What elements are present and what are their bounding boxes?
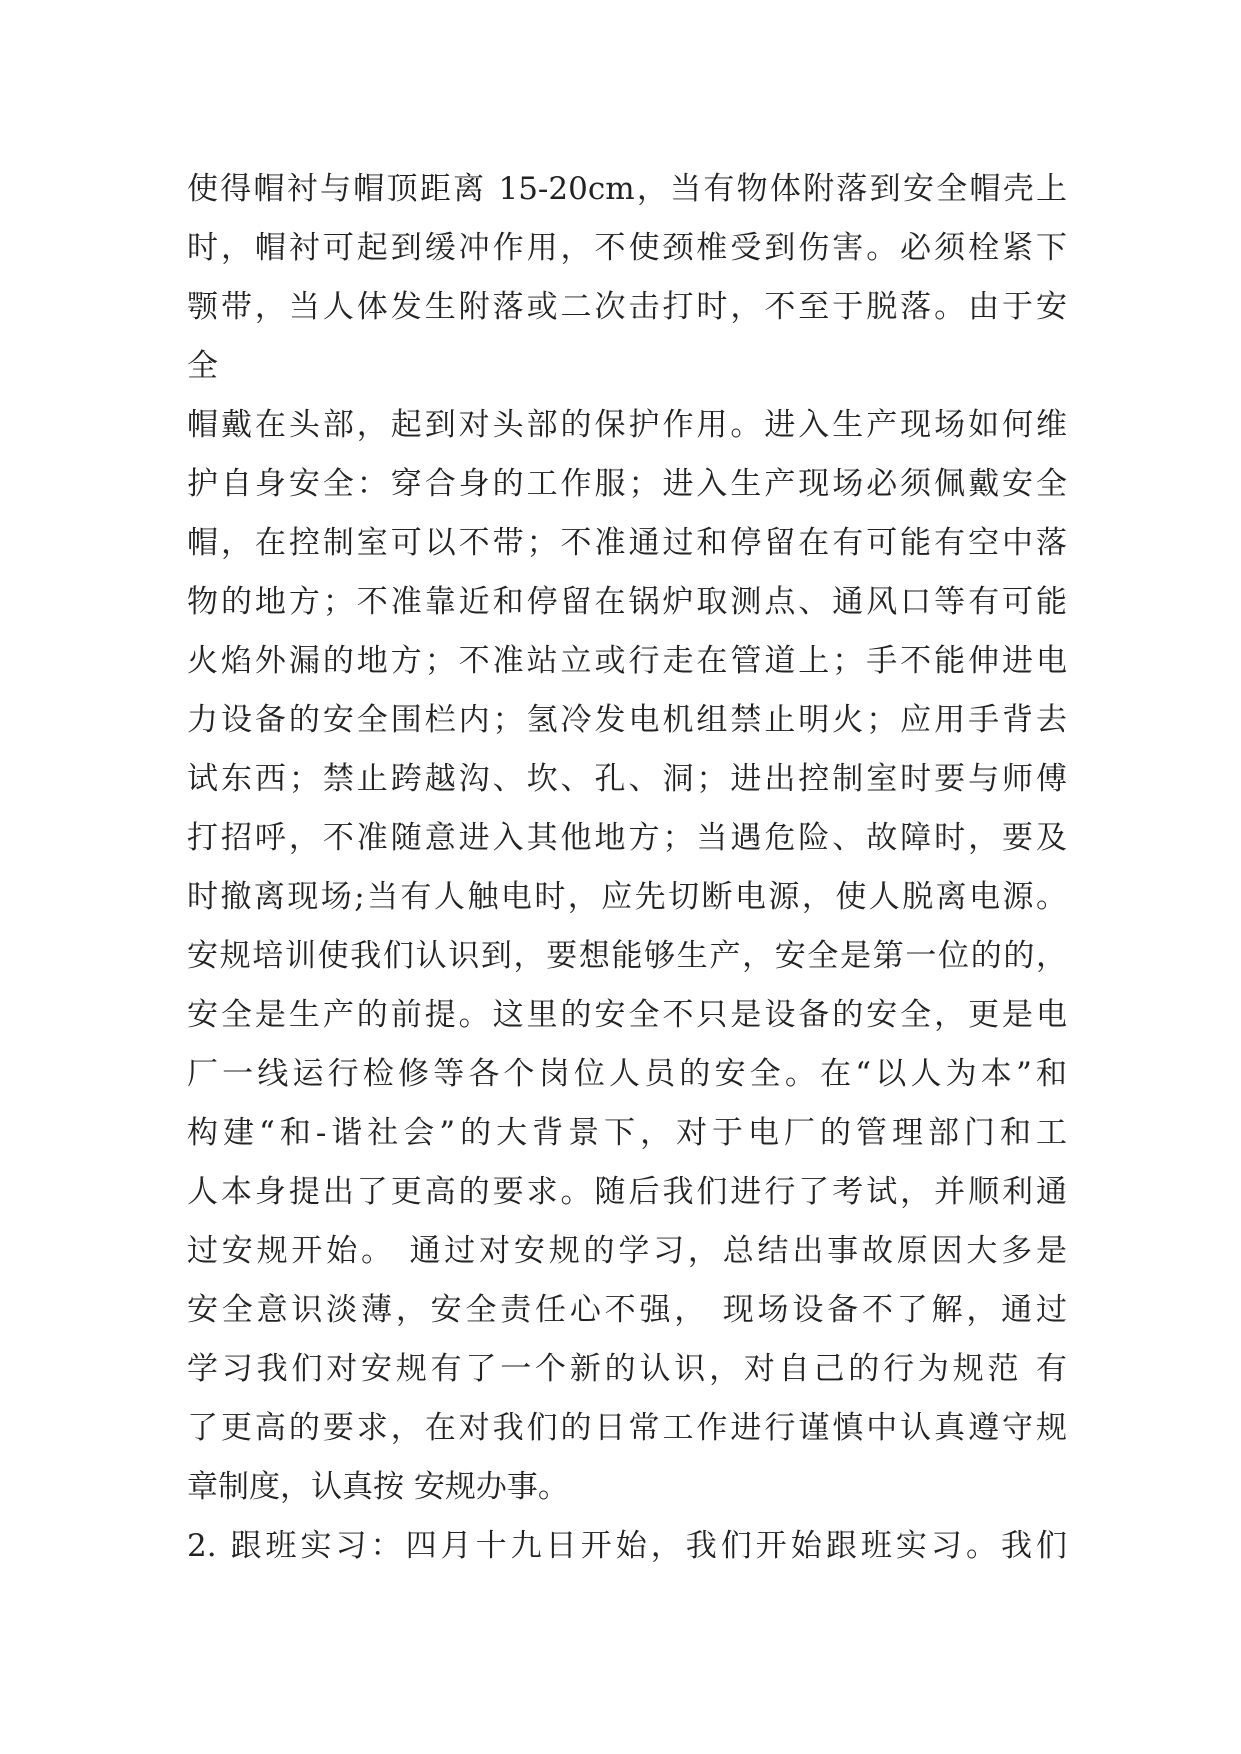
text-line: 了更高的要求，在对我们的日常工作进行谨慎中认真遵守规	[187, 1410, 1067, 1446]
text-line: 过安规开始。 通过对安规的学习，总结出事故原因大多是	[187, 1233, 1067, 1269]
text-line: 时撤离现场;当有人触电时，应先切断电源，使人脱离电源。	[187, 879, 1067, 915]
text-line: 2. 跟班实习：四月十九日开始，我们开始跟班实习。我们	[187, 1528, 1067, 1564]
text-line: 学习我们对安规有了一个新的认识，对自己的行为规范 有	[187, 1351, 1067, 1387]
text-line: 火焰外漏的地方；不准站立或行走在管道上；手不能伸进电	[187, 643, 1067, 679]
text-line: 帽戴在头部，起到对头部的保护作用。进入生产现场如何维	[187, 407, 1067, 443]
text-line: 物的地方；不准靠近和停留在锅炉取测点、通风口等有可能	[187, 584, 1067, 620]
text-line: 全	[187, 348, 218, 384]
text-line: 安全意识淡薄，安全责任心不强， 现场设备不了解，通过	[187, 1292, 1067, 1328]
text-line: 安规培训使我们认识到，要想能够生产，安全是第一位的的，	[187, 938, 1067, 974]
text-line: 颚带，当人体发生附落或二次击打时，不至于脱落。由于安	[187, 289, 1067, 325]
text-line: 打招呼，不准随意进入其他地方；当遇危险、故障时，要及	[187, 820, 1067, 856]
text-line: 人本身提出了更高的要求。随后我们进行了考试，并顺利通	[187, 1174, 1067, 1210]
text-line: 安全是生产的前提。这里的安全不只是设备的安全，更是电	[187, 997, 1067, 1033]
text-line: 厂一线运行检修等各个岗位人员的安全。在“以人为本”和	[187, 1056, 1067, 1092]
text-line: 护自身安全：穿合身的工作服；进入生产现场必须佩戴安全	[187, 466, 1067, 502]
text-line: 力设备的安全围栏内；氢冷发电机组禁止明火；应用手背去	[187, 702, 1067, 738]
body-text	[187, 160, 1067, 1576]
text-line: 使得帽衬与帽顶距离 15-20cm，当有物体附落到安全帽壳上	[187, 171, 1067, 207]
text-line: 时，帽衬可起到缓冲作用，不使颈椎受到伤害。必须栓紧下	[187, 230, 1067, 266]
text-line: 试东西；禁止跨越沟、坎、孔、洞；进出控制室时要与师傅	[187, 761, 1067, 797]
text-line: 帽，在控制室可以不带；不准通过和停留在有可能有空中落	[187, 525, 1067, 561]
text-line: 构建“和-谐社会”的大背景下，对于电厂的管理部门和工	[187, 1115, 1067, 1151]
text-line: 章制度，认真按 安规办事。	[187, 1469, 569, 1505]
